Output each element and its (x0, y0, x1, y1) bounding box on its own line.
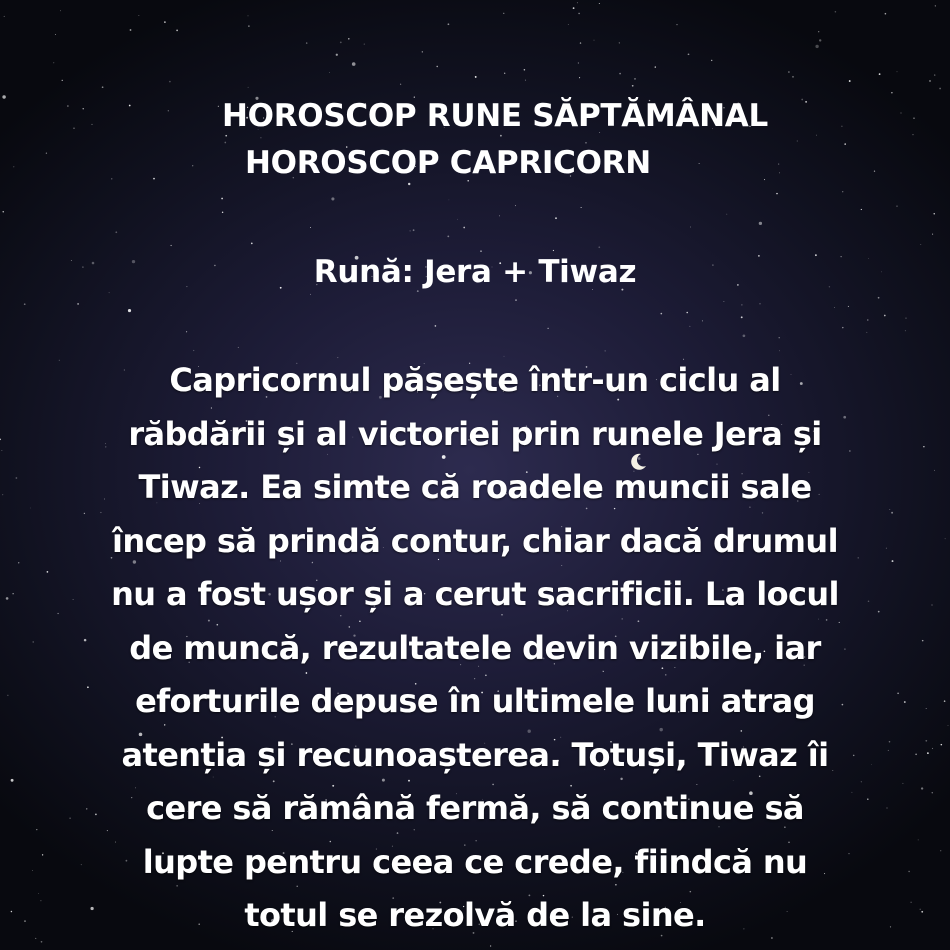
title-capricorn-horoscope: HOROSCOP CAPRICORN (245, 145, 651, 181)
title-weekly-rune-horoscope: HOROSCOP RUNE SĂPTĂMÂNAL (222, 98, 768, 134)
body-line: Capricornul pășește într-un ciclu al (169, 361, 781, 399)
body-line: nu a fost ușor și a cerut sacrificii. La locul (111, 575, 839, 613)
body-line: încep să prindă contur, chiar dacă drumul (112, 521, 838, 560)
horoscope-body (40, 354, 910, 943)
body-line: lupte pentru ceea ce crede, fiindcă nu (142, 842, 808, 881)
body-line: totul se rezolvă de la sine. (244, 896, 706, 934)
body-line: Tiwaz. Ea simte că roadele muncii sale (138, 468, 812, 506)
body-line: eforturile depuse în ultimele luni atrag (135, 682, 815, 720)
body-line: cere să rămână fermă, să continue să (146, 789, 804, 827)
rune-heading: Rună: Jera + Tiwaz (313, 254, 637, 290)
body-line: de muncă, rezultatele devin vizibile, iar (129, 628, 821, 667)
body-line: răbdării și al victoriei prin runele Jera și (128, 414, 822, 453)
body-line: atenția și recunoașterea. Totuși, Tiwaz îi (121, 735, 829, 774)
